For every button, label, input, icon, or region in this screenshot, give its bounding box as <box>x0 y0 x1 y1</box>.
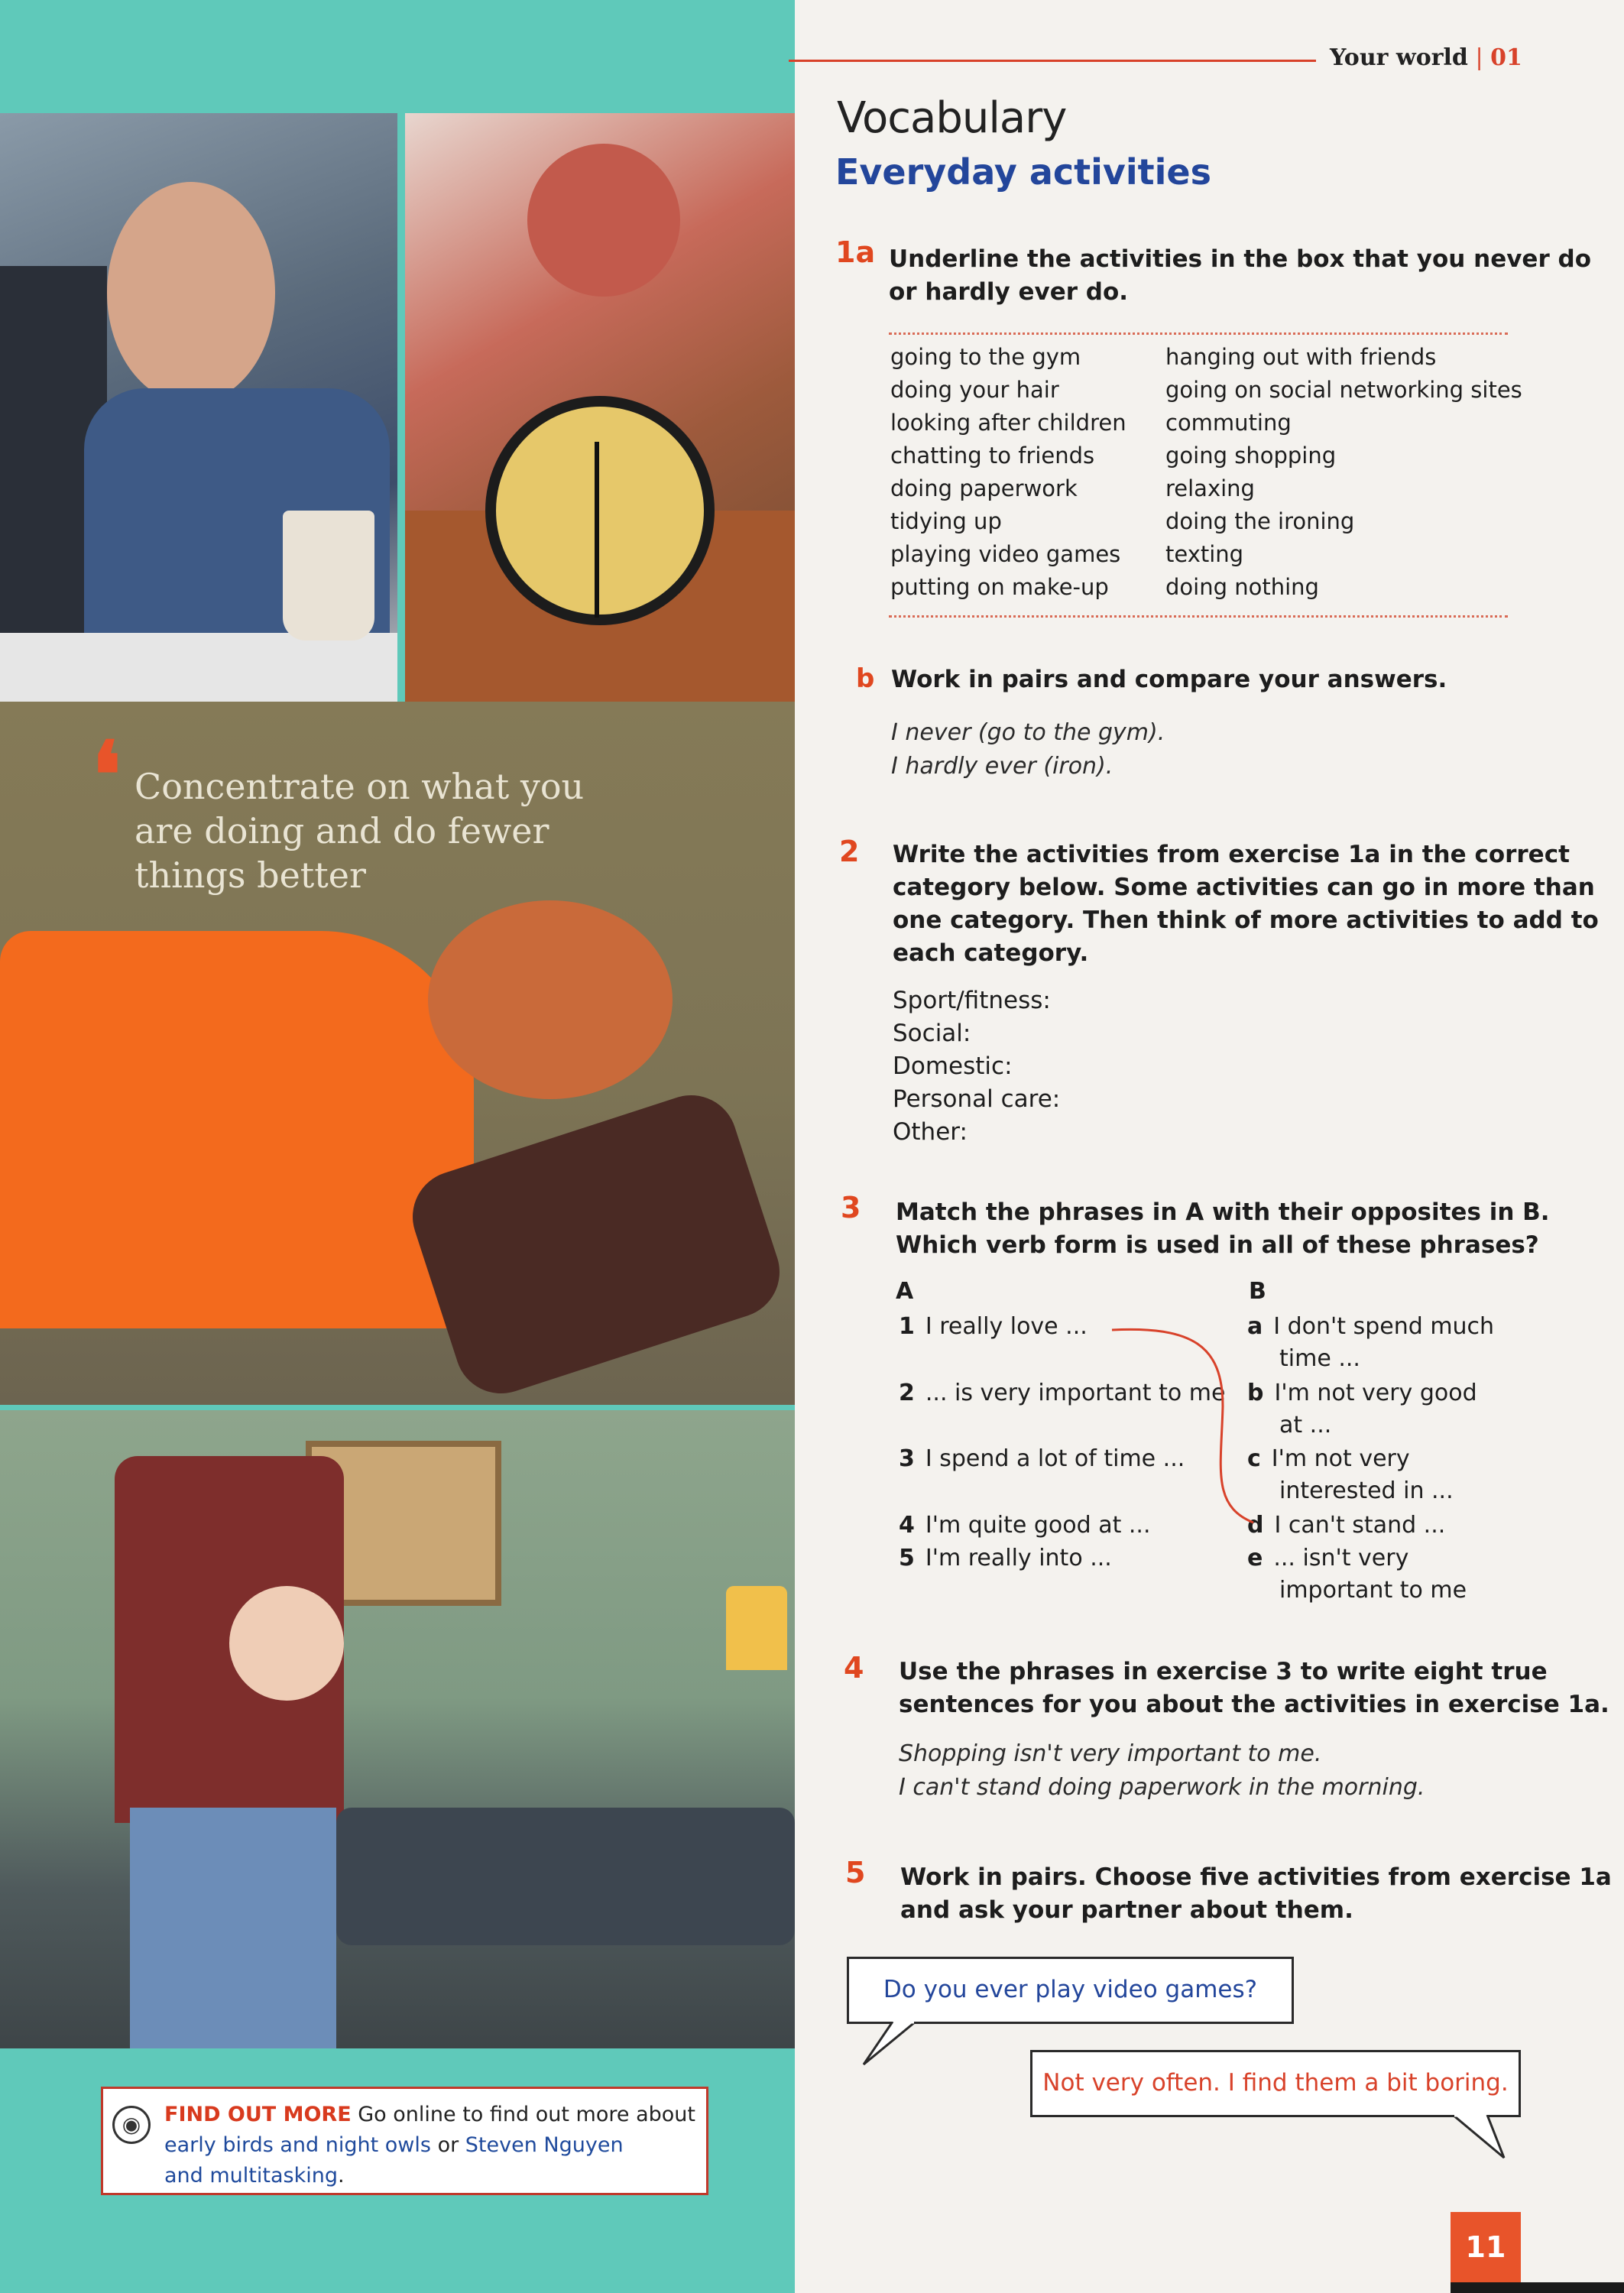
phrase-text: I spend a lot of time ... <box>925 1445 1185 1472</box>
ex3-instruction-line1: Match the phrases in A with their opposites in B. <box>896 1198 1550 1226</box>
photo-alarm-clock <box>405 113 795 702</box>
wifi-signal-icon: ◉ <box>112 2106 151 2144</box>
ex4-number: 4 <box>844 1651 864 1685</box>
phrase-b-a <box>1247 1311 1494 1375</box>
header-section: Your world <box>1330 44 1468 71</box>
activity-item: looking after children <box>890 410 1126 436</box>
jeans-shape <box>130 1808 336 2048</box>
phrase-text-cont: at ... <box>1279 1412 1332 1438</box>
activity-item: chatting to friends <box>890 443 1095 469</box>
phrase-b-c <box>1247 1443 1454 1507</box>
speech-bubble-answer: Not very often. I find them a bit boring. <box>1030 2050 1521 2117</box>
header-rule <box>789 60 1316 62</box>
column-a-heading: A <box>896 1278 914 1305</box>
phrase-text: I'm quite good at ... <box>925 1512 1151 1539</box>
sofa-shape <box>336 1808 795 1945</box>
baby-head-shape <box>229 1586 344 1701</box>
activity-item: going on social networking sites <box>1165 377 1522 403</box>
activity-item: going shopping <box>1165 443 1337 469</box>
ex1b-number: b <box>856 663 875 694</box>
desk-shape <box>0 633 397 702</box>
ex4-instruction-line2: sentences for you about the activities in exercise 1a. <box>899 1691 1609 1718</box>
phrase-text: I don't spend much <box>1273 1313 1495 1340</box>
phrase-key: b <box>1247 1380 1264 1406</box>
phrase-key: 4 <box>899 1512 915 1539</box>
mug-shape <box>283 511 374 641</box>
lamp-shape <box>726 1586 787 1670</box>
speech-bubble-answer-tail <box>1449 2115 1510 2161</box>
activity-item: texting <box>1165 541 1244 567</box>
activity-item: doing paperwork <box>890 475 1078 501</box>
phrase-key: e <box>1247 1545 1263 1571</box>
ex1b-example-1: I never (go to the gym). <box>891 719 1165 746</box>
phrase-text-cont: important to me <box>1279 1577 1467 1604</box>
phrase-a-5 <box>899 1542 1112 1575</box>
phrase-text: I really love ... <box>925 1313 1088 1340</box>
phrase-text: I'm really into ... <box>925 1545 1112 1571</box>
phrase-text-cont: time ... <box>1279 1345 1360 1372</box>
pull-quote: Concentrate on what you are doing and do fewer things better <box>135 766 585 896</box>
ex2-instruction <box>893 838 1599 970</box>
orange-shirt-shape <box>0 931 474 1328</box>
find-out-more-end: . <box>337 2164 345 2188</box>
ex5-instruction-line2: and ask your partner about them. <box>900 1896 1353 1924</box>
running-header: Your world | 01 <box>1330 44 1522 71</box>
phrase-key: c <box>1247 1445 1261 1472</box>
sleeping-man-head-shape <box>527 144 680 297</box>
phrase-key: 1 <box>899 1313 915 1340</box>
ex2-line: one category. Then think of more activities to add to <box>893 906 1599 934</box>
activity-item: relaxing <box>1165 475 1255 501</box>
ex1b-example-2: I hardly ever (iron). <box>891 753 1113 780</box>
category-other: Other: <box>893 1118 968 1146</box>
phrase-text: I can't stand ... <box>1274 1512 1446 1539</box>
phrase-key: 3 <box>899 1445 915 1472</box>
category-social: Social: <box>893 1020 971 1047</box>
ex2-categories <box>893 984 1060 1149</box>
ex4-example-2: I can't stand doing paperwork in the morning. <box>899 1774 1425 1801</box>
page-subtitle: Everyday activities <box>835 151 1211 193</box>
activity-box-col2 <box>1165 341 1522 604</box>
link-steven-nguyen[interactable]: Steven Nguyen <box>465 2133 624 2157</box>
header-unit-number: 01 <box>1490 44 1522 71</box>
activity-box-top-border <box>889 332 1508 335</box>
ex4-instruction <box>899 1656 1609 1721</box>
find-out-more-box <box>101 2087 708 2195</box>
phrase-key: 5 <box>899 1545 915 1571</box>
activity-item: doing your hair <box>890 377 1059 403</box>
ex2-line: Write the activities from exercise 1a in the correct <box>893 841 1570 868</box>
phrase-text: I'm not very good <box>1274 1380 1477 1406</box>
activity-box-bottom-border <box>889 615 1508 618</box>
phrase-b-d <box>1247 1510 1445 1542</box>
page-number: 11 <box>1451 2212 1521 2282</box>
ex1a-instruction <box>889 243 1591 309</box>
find-out-more-text-1: Go online to find out more about <box>358 2103 695 2126</box>
activity-item: doing nothing <box>1165 574 1319 600</box>
ex1a-number: 1a <box>835 235 876 269</box>
woman-head-shape <box>428 900 673 1099</box>
find-out-more-heading: FIND OUT MORE <box>164 2103 352 2126</box>
photo-tired-man-at-computer <box>0 113 397 702</box>
find-out-more-text <box>164 2100 699 2191</box>
clock-hands-shape <box>595 442 599 618</box>
ex5-number: 5 <box>845 1856 866 1889</box>
activity-item: commuting <box>1165 410 1292 436</box>
man-head-shape <box>107 182 275 404</box>
ex1b-instruction: Work in pairs and compare your answers. <box>891 666 1447 693</box>
ex4-example-1: Shopping isn't very important to me. <box>899 1740 1322 1767</box>
speech-bubble-question-tail <box>862 2022 923 2068</box>
ex2-line: each category. <box>893 939 1089 967</box>
link-multitasking[interactable]: and multitasking <box>164 2164 338 2188</box>
photo-man-holding-baby-vacuuming <box>0 1410 795 2048</box>
activity-item: hanging out with friends <box>1165 344 1437 370</box>
ex1b-examples <box>891 716 1165 783</box>
activity-item: putting on make-up <box>890 574 1109 600</box>
ex5-instruction-line1: Work in pairs. Choose five activities from exercise 1a <box>900 1863 1612 1891</box>
phrase-text-cont: interested in ... <box>1279 1477 1454 1504</box>
phrase-a-1 <box>899 1311 1088 1343</box>
ex2-line: category below. Some activities can go in more than <box>893 874 1595 901</box>
activity-item: tidying up <box>890 508 1002 534</box>
activity-item: going to the gym <box>890 344 1081 370</box>
ex5-instruction <box>900 1861 1612 1927</box>
ex1a-instruction-line1: Underline the activities in the box that you never do <box>889 245 1592 273</box>
link-early-birds[interactable]: early birds and night owls <box>164 2133 431 2157</box>
speech-bubble-question: Do you ever play video games? <box>847 1957 1294 2024</box>
phrase-text: ... isn't very <box>1273 1545 1409 1571</box>
page-title: Vocabulary <box>837 93 1067 143</box>
ex3-instruction <box>896 1196 1550 1262</box>
phrase-b-e <box>1247 1542 1467 1607</box>
phrase-text: I'm not very <box>1271 1445 1410 1472</box>
activity-box-col1 <box>890 341 1126 604</box>
phrase-text: ... is very important to me <box>925 1380 1226 1406</box>
category-personal-care: Personal care: <box>893 1085 1061 1113</box>
example-match-line <box>1100 1315 1269 1536</box>
column-b-heading: B <box>1249 1278 1266 1305</box>
phrase-key: d <box>1247 1512 1264 1539</box>
ex2-number: 2 <box>839 835 860 868</box>
quote-mark-icon: ❛ <box>92 722 122 829</box>
phrase-key: a <box>1247 1313 1263 1340</box>
ex3-instruction-line2: Which verb form is used in all of these phrases? <box>896 1231 1539 1259</box>
category-sport-fitness: Sport/fitness: <box>893 987 1051 1014</box>
phrase-key: 2 <box>899 1380 915 1406</box>
page-edge-strip <box>1451 2282 1624 2293</box>
find-out-more-text-2: or <box>437 2133 459 2157</box>
activity-item: doing the ironing <box>1165 508 1355 534</box>
category-domestic: Domestic: <box>893 1052 1013 1080</box>
phrase-b-b <box>1247 1377 1477 1442</box>
activity-item: playing video games <box>890 541 1121 567</box>
ex4-instruction-line1: Use the phrases in exercise 3 to write eight true <box>899 1658 1548 1685</box>
clock-face-shape <box>485 396 715 625</box>
ex3-number: 3 <box>841 1191 861 1224</box>
ex1a-instruction-line2: or hardly ever do. <box>889 278 1129 306</box>
ex4-examples <box>899 1737 1425 1805</box>
